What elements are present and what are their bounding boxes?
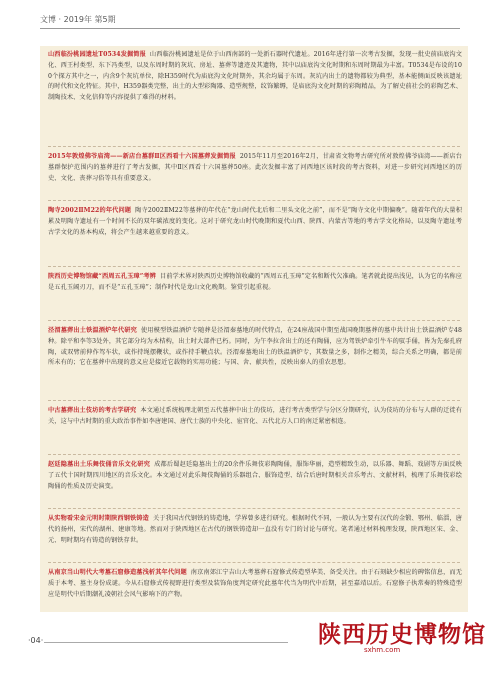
logo-url: sxhm.com [364, 646, 401, 654]
divider [48, 146, 460, 147]
article-abstract [48, 50, 462, 104]
divider [48, 562, 460, 563]
article-title[interactable]: 中古墓葬出土伎坊的考古学研究 [48, 407, 137, 414]
page-number: ·04· [28, 636, 44, 645]
museum-logo [318, 616, 486, 656]
article-abstract [48, 406, 462, 428]
article-body: 南京南郊江宁吉山大考墓葬石窟修式传造型华美、备受关注。由于石刻缺少相应的碑铭信息，而无质于本考、墓主身份成谜。今从石窟修式传视野进行类型及装饰角度判定研究此墓年代当为明代中后期，甚至嘉靖以后。石窟修子执常奏的特殊造型应是明代中后期潮礼凌朝社会风气影响下的产物。 [48, 569, 462, 598]
article-body: 山西临汾桃园遗址是位于山西南部的一处新石器时代遗址。2016年进行第一次考古发掘，发现一批史前庙底沟文化、西王村类型、东下冯类型，以及东周时期的灰坑、房址、墓葬等遗迹及其遗物，其中以庙底沟文化时期和东周时期最为丰富。T0534是布设的100个探方其中之一，内含9个灰坑单位，除H359时代为庙底沟文化时期外，其余均属于东周。灰坑内出土的遗物都较为典型，基本能侧面反映该遗址的时代和文化特征。其中，H359器类完整，出土的大型彩陶器、造型规整，纹饰繁缛，是庙底沟文化时期的彩陶精品，为了解史前社会的彩陶艺术、制陶技术、文化信仰等内容提供了难得的材料。 [48, 51, 463, 102]
article-title[interactable]: 2015年敦煌佛爷庙湾——新店台墓群Ⅱ区西看十六国墓葬发掘简报 [48, 153, 236, 160]
article-abstract [48, 514, 462, 546]
article-body: 使用模型铁温酒炉专随葬是泾渭秦墓地的时代特点，在24座战国中期至战国晚期墓葬的墓中共计出土铁温酒炉专48种。除平和李等3处外，其它部分均为木桔构，出土时大部件已朽。同时，为午李拉含出土的还有陶俑，应为驾铁炉牵引牛车的驭手俑，皆为先秦孔府陶，或双臂前伸作驾车状，或作持绳摆鞭状，或作持手鞭点状。泾渭秦墓地出土的铁温酒炉专，其数量之多，制作之精美，综合关系之明确，都是前所未有的；它在墓葬中出现的意义应是接近它载物的实用功能；与国、舍、献共性，反映出秦人的重农思想。 [48, 327, 462, 367]
divider [48, 320, 460, 321]
article-title[interactable]: 赵廷隐墓出土乐舞伎俑音乐文化研究 [48, 461, 151, 468]
article-body: 目前学术界对陕西历史博物馆收藏的“西周五孔玉璋”定名和断代欠准确。笔者就此提出浅见，认为它的名称应是五孔玉阔刃刀，而不是“五孔玉璋”；制作时代是龙山文化晚期。鉴赏引起重视。 [48, 273, 462, 291]
header-rule [40, 28, 460, 29]
article-body: 2015年11月至2016年2月，甘肃省文物考古研究所对敦煌佛爷庙湾——新店台墓群保护范围内的墓葬进行了考古发掘，其中Ⅱ区西看十六国墓葬50座。此次发掘丰富了河西地区该时段的考古资料，对进一步研究河西地区的历史、文化、丧葬习俗等具有重要意义。 [48, 153, 462, 182]
article-body: 关于我国古代钢铁的铸造地，学界曾多进行研究。根据时代不同，一般认为主要有汉代的金锻、鄂州、临淄，唐代的扬州，宋代的湖州、建康等地。然而对于陕西地区在古代的钢铁铸造却一直没有专门的讨论与研究。笔者通过材料梳理发现，陕西地区宋、金、元、明时期均有铸造的钢铁存世。 [48, 515, 462, 544]
divider [48, 400, 460, 401]
article-body: 本文通过系统梳理北朝至五代墓葬中出土的伎坊，进行考古类型学与分区分期研究，认为伎坊的分布与人群的迁徙有关，这与中古时期的重大政治事件如李唐建国、唐代士族的中央化、宦官化、五代北方人口的南迁紧密相连。 [48, 407, 462, 425]
article-title[interactable]: 从实物看宋金元明时期陕西钢铁铸造 [48, 515, 149, 522]
divider [48, 508, 460, 509]
divider [48, 266, 460, 267]
logo-text: 陕西历史博物馆 [318, 621, 486, 648]
divider [48, 454, 460, 455]
article-abstract [48, 206, 462, 238]
article-title[interactable]: 山西临汾桃园遗址T0534发掘简报 [48, 51, 146, 58]
article-abstract [48, 152, 462, 184]
page-header [40, 12, 460, 28]
article-body: 成都后蜀赵廷隐墓出土的20余件乐舞伎彩陶陶俑，服饰华丽，造型精致生动，以乐器、舞蹈、戏剧等方面反映了五代十国时期四川地区的音乐文化。本文通过对此乐舞伎陶俑的乐器组合、服饰造型、结合后唐时期相关音乐考古、文献材料，梳理了乐舞伎彩绘陶俑的性质及历史演变。 [48, 461, 462, 490]
article-body: 陶寺2002ⅡM22等墓葬的年代在“龙山时代北后和二里头文化之前”，而不是“陶寺文化中期偏晚”。随着年代的大量积累及明陶寺遗址有一个时间不长的双年碳浓度的变化。这对于研究龙山时代晚期和夏代山西、陕西、内蒙古等地的考古学文化格局，以及陶寺遗址考古学文化的基本构成，将会产生越来越重要的意义。 [48, 207, 462, 236]
article-abstract [48, 326, 462, 369]
journal-issue: 文博 · 2019年 第5期 [40, 15, 116, 24]
article-abstract [48, 272, 462, 294]
divider [48, 200, 460, 201]
footer-rule [44, 642, 288, 643]
article-title[interactable]: 泾渭墓葬出土铁温酒炉年代研究 [48, 327, 137, 334]
article-abstract [48, 460, 462, 492]
article-title[interactable]: 陶寺2002ⅡM22的年代问题 [48, 207, 132, 214]
article-abstract [48, 568, 462, 600]
article-title[interactable]: 陕西历史博物馆藏“西周五孔玉璋”考辨 [48, 273, 156, 280]
article-title[interactable]: 从南京当山明代大考墓石窟修造墓浅析其年代问题 [48, 569, 187, 576]
